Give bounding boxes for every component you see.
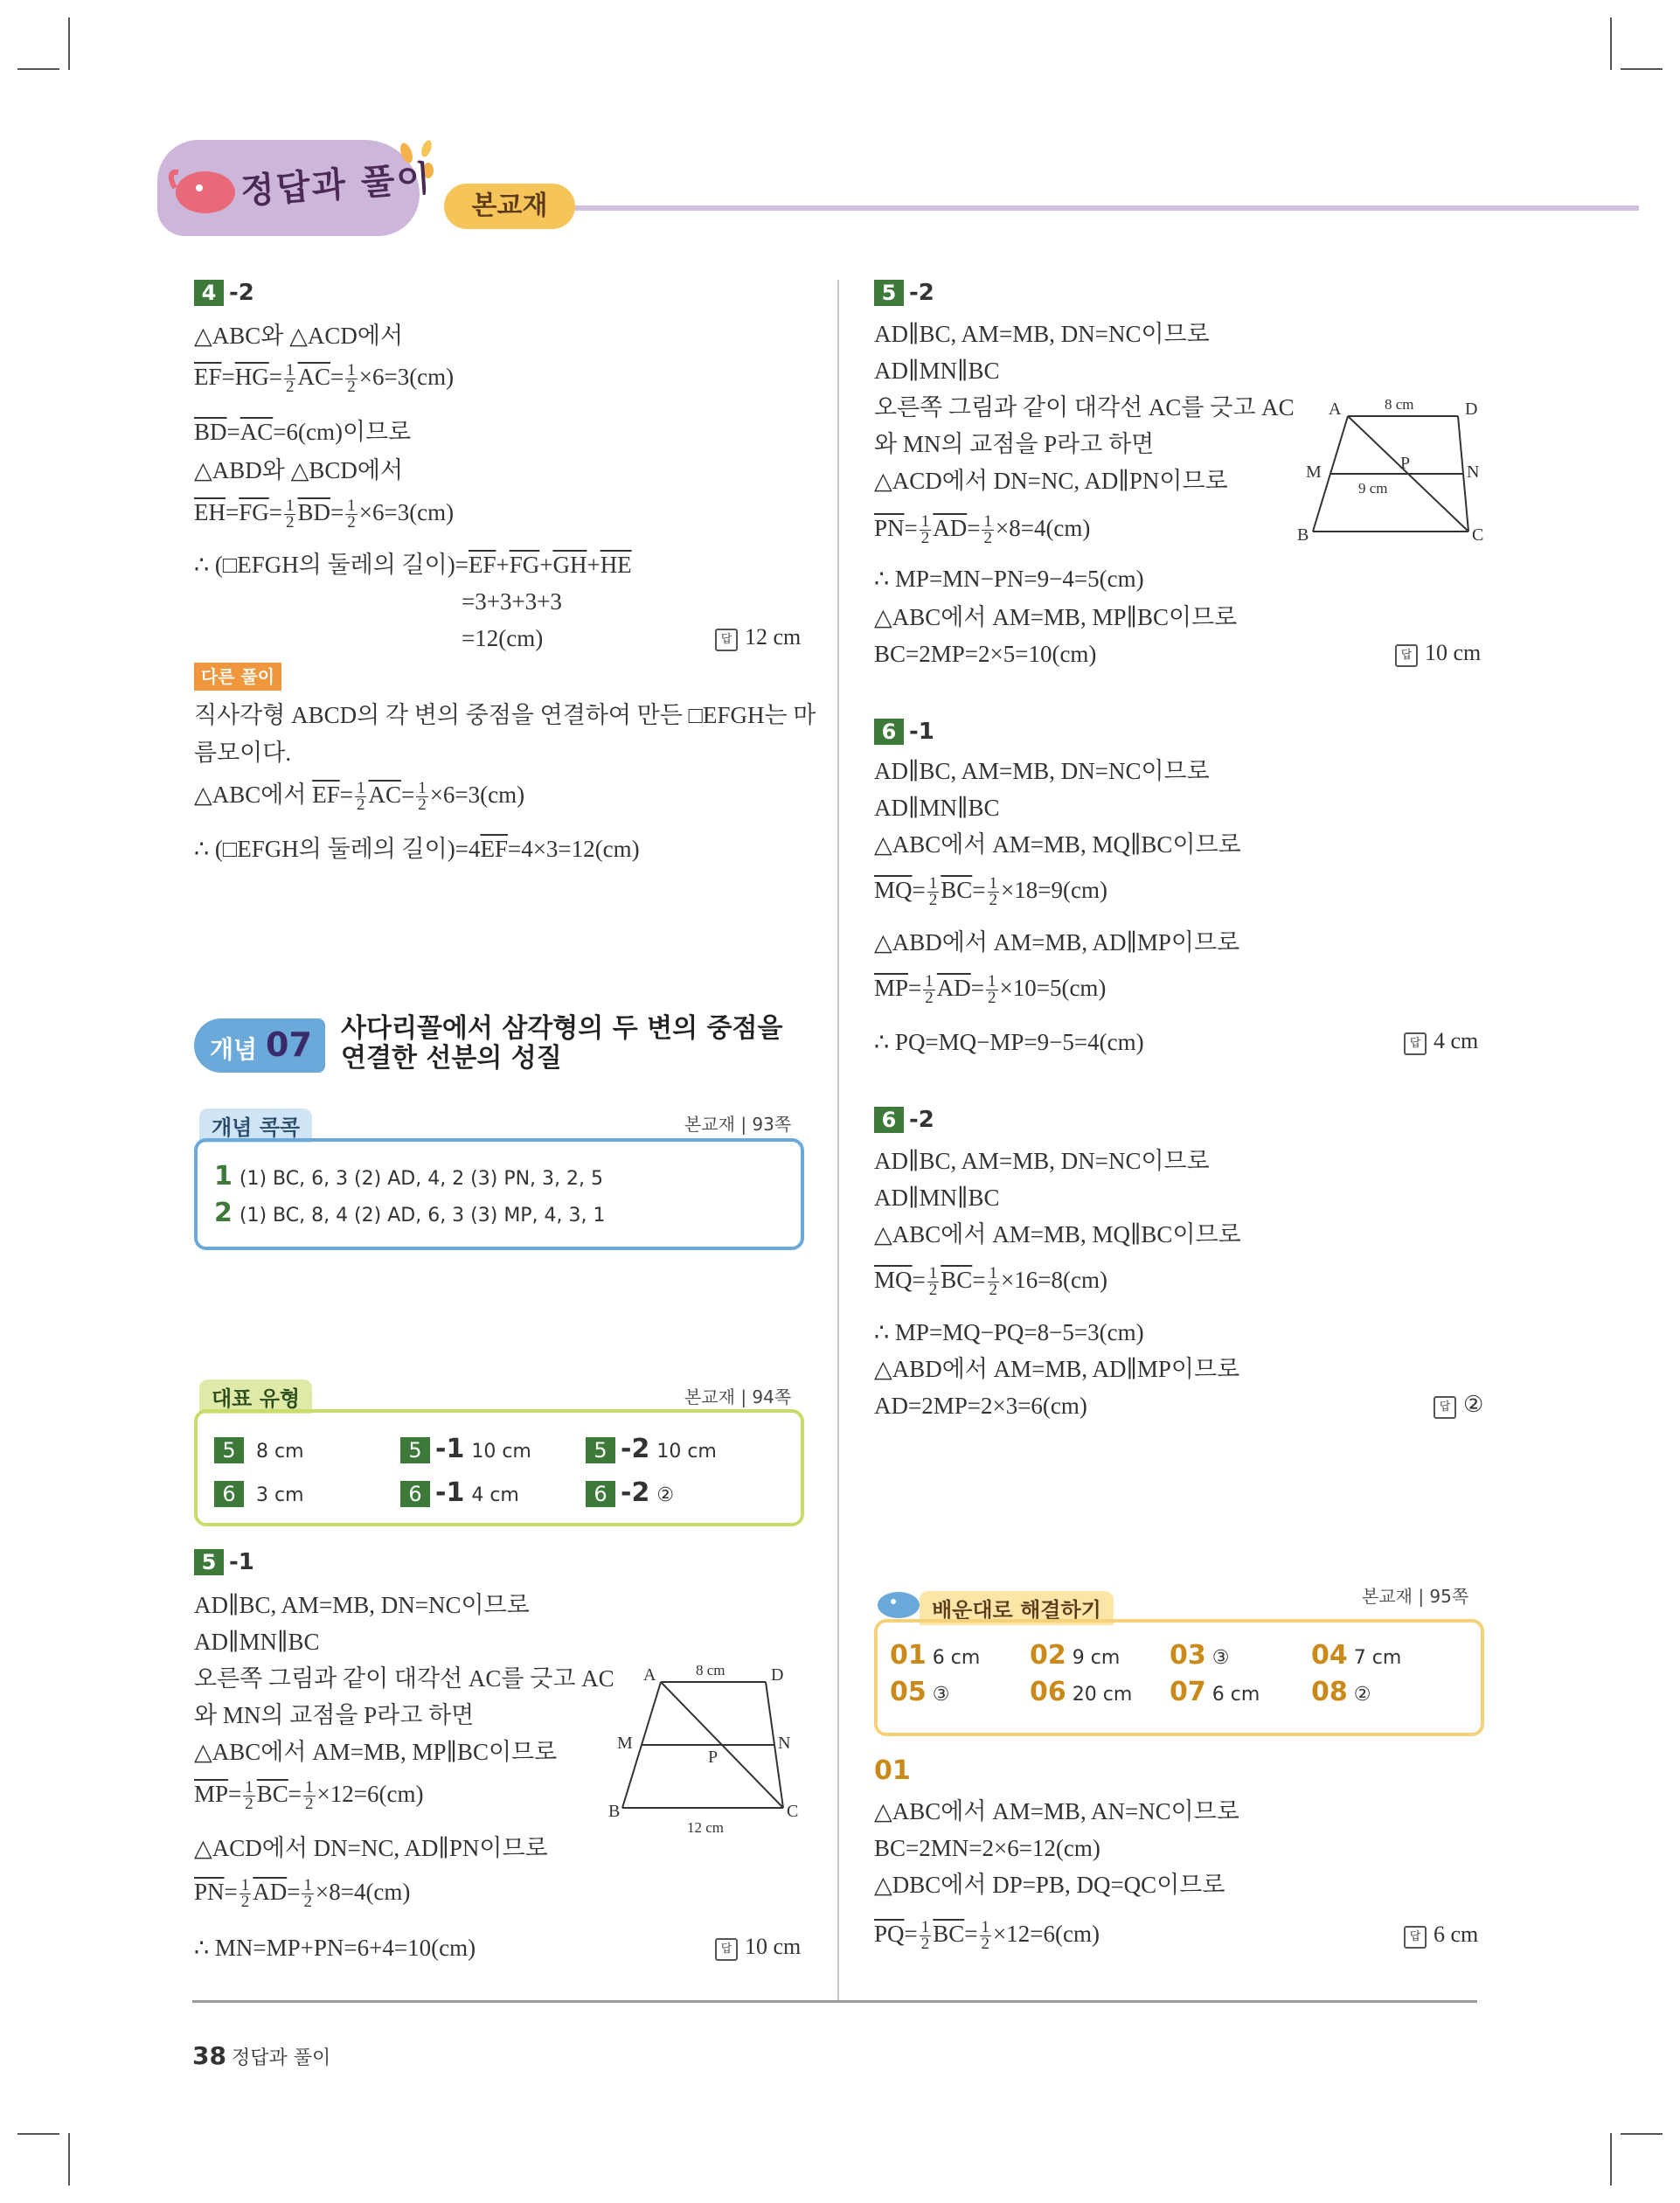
figure-label: D xyxy=(771,1665,784,1685)
figure-label: D xyxy=(1465,400,1478,419)
text-line: AD∥MN∥BC xyxy=(874,1185,1000,1211)
concept-badge: 개념 07 xyxy=(194,1018,325,1073)
formula-line: $\overline{EH}=\overline{FG}=$ $\frac{1}{2}$ $\overline{BD}=$ $\frac{1}{2}$ ×6=3(cm) xyxy=(194,497,455,532)
problem-label-01: 01 xyxy=(874,1755,911,1786)
solve-item: 01 6 cm xyxy=(890,1640,981,1671)
figure-label: A xyxy=(1329,400,1342,419)
formula-line: $\overline{EF}=\overline{HG}=$ $\frac{1}{2}$ $\overline{AC}=$ $\frac{1}{2}$ ×6=3(cm) xyxy=(194,361,455,397)
text-line: 오른쪽 그림과 같이 대각선 AC를 긋고 AC xyxy=(194,1665,614,1692)
header-title: 정답과 풀이 xyxy=(239,158,434,212)
text-line: ∴ PQ=MQ−MP=9−5=4(cm) xyxy=(874,1029,1144,1055)
answer-icon: 답 xyxy=(1434,1396,1456,1419)
text-line: △ABD에서 AM=MB, AD∥MP이므로 xyxy=(874,1356,1240,1382)
footer-label: 정답과 풀이 xyxy=(231,2047,331,2069)
figure-label: B xyxy=(1297,525,1309,545)
figure-label: 12 cm xyxy=(687,1819,725,1836)
text-line: 직사각형 ABCD의 각 변의 중점을 연결하여 만든 □EFGH는 마 xyxy=(194,702,816,728)
text-line: △ABC에서 AM=MB, MP∥BC이므로 xyxy=(194,1739,558,1765)
header-rule xyxy=(559,205,1639,211)
text-line: △ABC에서 AM=MB, MQ∥BC이므로 xyxy=(874,1221,1241,1247)
figure-label: C xyxy=(787,1802,799,1821)
rep-type-box xyxy=(194,1409,804,1526)
concept-check-box xyxy=(194,1138,804,1250)
answer: 답 10 cm xyxy=(1395,640,1481,667)
answer-icon: 답 xyxy=(1404,1032,1427,1055)
formula-line: $\overline{PN}=$ $\frac{1}{2}$ $\overline{AD}=$ $\frac{1}{2}$ ×8=4(cm) xyxy=(194,1876,411,1912)
crop-mark xyxy=(68,17,70,70)
solve-item: 02 9 cm xyxy=(1030,1640,1121,1671)
text-line: AD∥MN∥BC xyxy=(874,795,1000,821)
rep-type-tag: 대표 유형 xyxy=(199,1379,312,1414)
text-line: AD∥MN∥BC xyxy=(194,1629,320,1655)
answer: 답 6 cm xyxy=(1404,1922,1478,1949)
solve-item: 06 20 cm xyxy=(1030,1677,1133,1707)
trapezoid-figure xyxy=(1294,385,1495,551)
formula-line: $\overline{MQ}=$ $\frac{1}{2}$ $\overline{BC}=$ $\frac{1}{2}$ ×16=8(cm) xyxy=(874,1264,1107,1300)
rep-type-item: 5 8 cm xyxy=(214,1434,304,1464)
crop-mark xyxy=(68,2133,70,2186)
whale-icon xyxy=(166,153,245,223)
page-ref: 본교재 | 94쪽 xyxy=(684,1386,792,1407)
figure-label: C xyxy=(1472,525,1484,545)
concept-check-tag: 개념 콕콕 xyxy=(199,1108,312,1143)
formula-line: $\overline{PN}=$ $\frac{1}{2}$ $\overline{AD}=$ $\frac{1}{2}$ ×8=4(cm) xyxy=(874,512,1091,548)
formula-line: ∴ (□EFGH의 둘레의 길이)$=\overline{EF}+\overline{FG}+\overline{GH}+\overline{HE}$ xyxy=(194,552,632,578)
crop-mark xyxy=(1621,2133,1663,2135)
text-line: AD∥BC, AM=MB, DN=NC이므로 xyxy=(194,1592,530,1618)
answer-icon: 답 xyxy=(715,629,738,651)
figure-label: 9 cm xyxy=(1358,480,1388,497)
text-line: 오른쪽 그림과 같이 대각선 AC를 긋고 AC xyxy=(874,394,1295,420)
formula-line: =3+3+3+3 xyxy=(462,588,562,615)
figure-label: N xyxy=(778,1734,791,1753)
rep-type-item: 6 -1 4 cm xyxy=(400,1477,519,1508)
formula-line: $\overline{BD}=\overline{AC}=6(cm)$이므로 xyxy=(194,419,412,445)
rep-type-item: 6 -2 ② xyxy=(586,1477,674,1508)
answer: 답 10 cm xyxy=(715,1934,801,1961)
solve-item: 03 ③ xyxy=(1170,1640,1230,1671)
text-line: 와 MN의 교점을 P라고 하면 xyxy=(874,431,1155,457)
figure-label: N xyxy=(1467,462,1480,482)
text-line: △DBC에서 DP=PB, DQ=QC이므로 xyxy=(874,1872,1225,1898)
concept-check-row: 1 (1) BC, 6, 3 (2) AD, 4, 2 (3) PN, 3, 2, 5 xyxy=(214,1161,603,1192)
answer: 답 4 cm xyxy=(1404,1028,1478,1055)
rep-type-item: 5 -2 10 cm xyxy=(586,1434,717,1464)
formula-line: $\overline{PQ}=$ $\frac{1}{2}$ $\overline{BC}=$ $\frac{1}{2}$ ×12=6(cm) xyxy=(874,1918,1100,1954)
figure-label: P xyxy=(708,1748,719,1767)
text-line: AD∥BC, AM=MB, DN=NC이므로 xyxy=(874,758,1210,784)
formula-line: △ABC에서 $\overline{EF}=$ $\frac{1}{2}$ $\overline{AC}=$ $\frac{1}{2}$ ×6=3(cm) xyxy=(194,779,525,815)
figure-label: M xyxy=(1306,462,1322,482)
formula-line: =12(cm) xyxy=(462,625,544,651)
concept-title: 사다리꼴에서 삼각형의 두 변의 중점을 연결한 선분의 성질 xyxy=(341,1013,783,1074)
text-line: BC=2MN=2×6=12(cm) xyxy=(874,1835,1100,1861)
concept-check-row: 2 (1) BC, 8, 4 (2) AD, 6, 3 (3) MP, 4, 3, 1 xyxy=(214,1198,606,1228)
text-line: AD∥BC, AM=MB, DN=NC이므로 xyxy=(874,321,1210,347)
formula-line: $\overline{MP}=$ $\frac{1}{2}$ $\overline{BC}=$ $\frac{1}{2}$ ×12=6(cm) xyxy=(194,1778,424,1814)
solve-tag: 배운대로 해결하기 xyxy=(920,1591,1114,1625)
solve-item: 05 ③ xyxy=(890,1677,950,1707)
answer-icon: 답 xyxy=(1395,644,1418,667)
text-line: △ABC에서 AM=MB, AN=NC이므로 xyxy=(874,1798,1239,1824)
page-ref: 본교재 | 93쪽 xyxy=(684,1114,792,1135)
text-line: BC=2MP=2×5=10(cm) xyxy=(874,641,1097,667)
answer: 답 12 cm xyxy=(715,624,801,651)
figure-label: A xyxy=(643,1665,656,1685)
crop-mark xyxy=(1610,17,1612,70)
text-line: △ABD에서 AM=MB, AD∥MP이므로 xyxy=(874,929,1240,956)
answer-icon: 답 xyxy=(715,1938,738,1961)
other-solution-tag: 다른 풀이 xyxy=(194,663,281,691)
formula-line: ∴ (□EFGH의 둘레의 길이)$=4\overline{EF}=4\times 3=12(cm)$ xyxy=(194,836,640,862)
text-line: 와 MN의 교점을 P라고 하면 xyxy=(194,1702,475,1728)
answer: 답 ② xyxy=(1434,1392,1483,1419)
problem-label-4-2: 4 -2 xyxy=(194,280,254,306)
figure-label: P xyxy=(1400,454,1411,473)
column-divider xyxy=(837,280,839,2002)
problem-label-6-2: 6 -2 xyxy=(874,1107,934,1133)
crop-mark xyxy=(17,2133,59,2135)
problem-label-6-1: 6 -1 xyxy=(874,719,934,745)
text-line: △ABD와 △BCD에서 xyxy=(194,457,404,483)
solve-item: 07 6 cm xyxy=(1170,1677,1260,1707)
trapezoid-figure xyxy=(603,1661,813,1836)
text-line: ∴ MP=MQ−PQ=8−5=3(cm) xyxy=(874,1319,1144,1345)
figure-label: M xyxy=(617,1734,633,1753)
problem-label-5-1: 5 -1 xyxy=(194,1549,254,1575)
problem-label-5-2: 5 -2 xyxy=(874,280,934,306)
text-line: △ABC에서 AM=MB, MQ∥BC이므로 xyxy=(874,831,1241,858)
text-line: △ACD에서 DN=NC, AD∥PN이므로 xyxy=(194,1835,548,1861)
answer-icon: 답 xyxy=(1404,1926,1427,1949)
crop-mark xyxy=(1621,68,1663,70)
formula-line: $\overline{MQ}=$ $\frac{1}{2}$ $\overline{BC}=$ $\frac{1}{2}$ ×18=9(cm) xyxy=(874,874,1107,910)
solve-item: 08 ② xyxy=(1311,1677,1371,1707)
formula-line: $\overline{MP}=$ $\frac{1}{2}$ $\overline{AD}=$ $\frac{1}{2}$ ×10=5(cm) xyxy=(874,972,1107,1008)
figure-label: 8 cm xyxy=(696,1662,725,1678)
text-line: △ABC에서 AM=MB, MP∥BC이므로 xyxy=(874,604,1238,630)
text-line: AD=2MP=2×3=6(cm) xyxy=(874,1393,1087,1419)
text-line: △ABC와 △ACD에서 xyxy=(194,323,404,349)
crop-mark xyxy=(17,68,59,70)
solve-item: 04 7 cm xyxy=(1311,1640,1402,1671)
text-line: ∴ MP=MN−PN=9−4=5(cm) xyxy=(874,566,1144,592)
figure-label: B xyxy=(608,1802,621,1821)
footer xyxy=(192,2041,330,2070)
text-line: ∴ MN=MP+PN=6+4=10(cm) xyxy=(194,1935,476,1961)
text-line: AD∥BC, AM=MB, DN=NC이므로 xyxy=(874,1148,1210,1174)
footer-rule xyxy=(192,2000,1477,2003)
page-number: 38 xyxy=(192,2041,226,2070)
whale-icon xyxy=(874,1579,923,1621)
text-line: 름모이다. xyxy=(194,740,292,766)
header-tab: 본교재 xyxy=(444,184,575,229)
rep-type-item: 6 3 cm xyxy=(214,1477,304,1508)
page-ref: 본교재 | 95쪽 xyxy=(1362,1586,1469,1607)
crop-mark xyxy=(1610,2133,1612,2186)
text-line: △ACD에서 DN=NC, AD∥PN이므로 xyxy=(874,468,1228,494)
rep-type-item: 5 -1 10 cm xyxy=(400,1434,531,1464)
text-line: AD∥MN∥BC xyxy=(874,358,1000,384)
figure-label: 8 cm xyxy=(1385,396,1414,413)
